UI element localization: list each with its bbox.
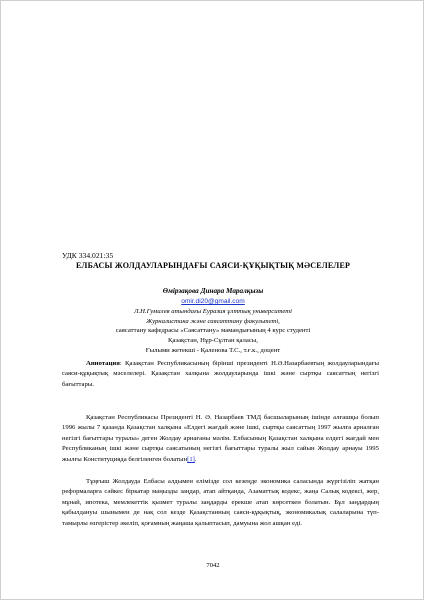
author-name: Өмірзақова Динара Маралқызы — [162, 287, 264, 295]
body-paragraph-1 — [62, 413, 379, 465]
udc-code: УДК 334.021:35 — [62, 251, 114, 260]
affiliation-line: саясаттану кафедрасы «Саясаттану» мамандығының 4 курс студенті — [115, 327, 311, 335]
article-title: ЕЛБАСЫ ЖОЛДАУЛАРЫНДАҒЫ САЯСИ-ҚҰҚЫҚТЫҚ МӘСЕЛЕЛЕР — [76, 261, 351, 270]
body-paragraph-2 — [62, 477, 379, 529]
affiliation-line: Қазақстан, Нұр-Сұлтан қаласы, — [168, 337, 258, 345]
reference-link[interactable]: [1] — [187, 455, 195, 463]
author-email-link[interactable]: omir.di20@gmail.com — [181, 298, 245, 305]
annotation-label: Аннотация — [86, 360, 120, 367]
affiliation-line: Л.Н.Гумилев атындағы Еуразия ұлттық университеті — [133, 308, 292, 315]
affiliation-line: Ғылыми жетекші - Қаленова Т.С., т.ғ.к., доцент — [145, 346, 281, 354]
annotation-paragraph — [62, 359, 379, 390]
paragraph-text: Қазақстан Республикасы Президенті Н. Ә. Назарбаев ТМД басшыларының ішінде алғашқы болып 1996 жылы 7 қазанда Қазақстан халқына «Елдегі жағдай және ішкі, сыртқы саясаттың 1997 жылға арналған негізгі бағыттары туралы» деген Жолдау арнағаны мәлім. Елбасының Қазақстан халқына елдегі жағдай мен Республиканың ішкі және сыртқы саясатының негізгі бағыттары туралы жыл сайын Жолдау арнауы 1995 жылғы Конституцияда белгіленген болатын — [62, 414, 379, 463]
author-affiliation — [1, 307, 424, 356]
page-number: 7042 — [206, 562, 220, 569]
paragraph-text: Тұңғыш Жолдауда Елбасы алдымен еліміздe сол кезеңде экономика саласында жүргізіліп жатқан реформаларға сәйкес біркатар маңызды заңдар, атап айтқанда, Азаматтық кодекс, жаңа Салық кодексі, жер, мұнай, ипотека, мемлекеттік қызмет туралы заңдарды ерекше атап көрсеткен болатын. Бұл заңдардың қабылдануы шынымен де нақ сол кезде Қазақстанның саяси-құқықтық, экономикалық салаларына түп-тамырлы өзгерістер әкеліп, қоғамның жаңаша қалыптасып, дамуына жол ашқан еді. — [62, 478, 379, 527]
annotation-text: : Қазақстан Республикасының бірінші президенті Н.Ә.Назарбаевтың жолдауларындағы саяси-құқықтық мәселелері. Қазақстан халқына жолдауларында ішкі және сыртқы саясаттың негізгі бағыттары. — [62, 360, 379, 388]
affiliation-line: Журналистика және саясаттану факультеті, — [146, 317, 280, 325]
paragraph-end: . — [194, 455, 197, 463]
